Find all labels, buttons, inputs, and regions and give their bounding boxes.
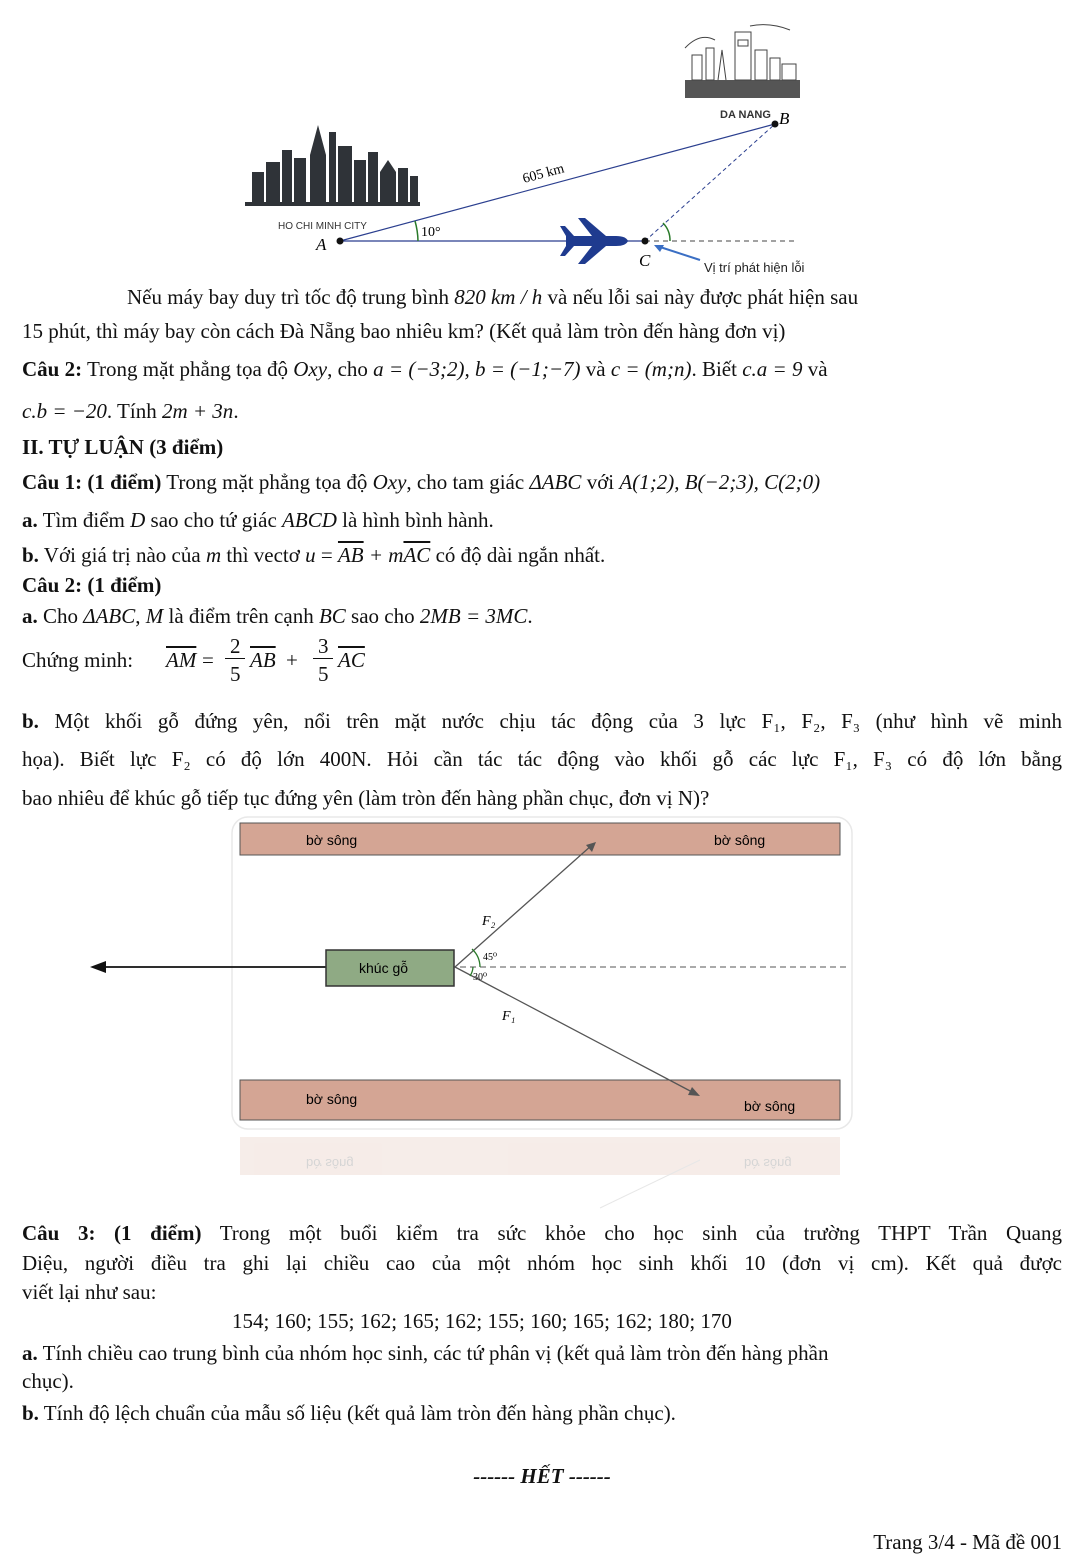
- p2q3-b: b. Tính độ lệch chuẩn của mẫu số liệu (kết quả làm tròn đến hàng phần chục).: [22, 1401, 676, 1425]
- label-danang: DA NANG: [720, 109, 771, 121]
- p2q1-b: b. Với giá trị nào của m thì vectơ $u = \overline{AB} + m\overline{AC}$ có độ dài ngắn nhất.: [22, 543, 606, 567]
- label-c: C: [639, 251, 651, 270]
- p2q2-a: a. Cho ΔABC, M là điểm trên cạnh BC sao cho 2MB = 3MC.: [22, 604, 533, 628]
- q2-line-2: c.b = −20. Tính 2m + 3n.: [22, 399, 239, 423]
- angle-arc-c: [663, 223, 670, 241]
- bank-label-tl: bờ sông: [306, 832, 358, 848]
- force-f1-arrow: [455, 967, 694, 1093]
- part2-heading: II. TỰ LUẬN (3 điểm): [22, 435, 224, 459]
- airplane-icon: [560, 218, 628, 264]
- label-f1: F₁: [502, 1009, 516, 1024]
- refl-label-l: bờ sông: [306, 1156, 354, 1171]
- angle-label: 10°: [421, 225, 441, 240]
- log-label: khúc gỗ: [359, 960, 409, 976]
- p2q3-a-line-2: chục).: [22, 1369, 74, 1393]
- p2q1-line: Câu 1: (1 điểm) Trong mặt phẳng tọa độ Oxy, cho tam giác ΔABC với A(1;2), B(−2;3), C(2;0): [22, 470, 821, 494]
- label-a: A: [316, 235, 327, 254]
- point-c: [642, 238, 649, 245]
- q2-line-1: Câu 2: Trong mặt phẳng tọa độ Oxy, cho a = (−3;2), b = (−1;−7) và c = (m;n). Biết c.a = 9 và: [22, 357, 828, 381]
- q1-line-1: Nếu máy bay duy trì tốc độ trung bình 820 km / h và nếu lỗi sai này được phát hiện sau: [127, 285, 859, 309]
- bank-label-br: bờ sông: [744, 1098, 796, 1114]
- distance-label: 605 km: [521, 161, 566, 187]
- end-marker: ------ HẾT ------: [473, 1464, 611, 1488]
- point-a: [337, 238, 344, 245]
- hcm-skyline-icon: [245, 125, 420, 206]
- p2q2-heading: Câu 2: (1 điểm): [22, 573, 162, 597]
- force-f3-arrowhead: [90, 961, 106, 973]
- label-45: 45⁰: [483, 952, 498, 963]
- label-f2: F₂: [482, 914, 496, 929]
- point-b: [772, 121, 779, 128]
- p2q3-line-3: viết lại như sau:: [22, 1280, 157, 1304]
- height-data: 154; 160; 155; 162; 165; 162; 155; 160; 165; 162; 180; 170: [232, 1309, 732, 1333]
- p2q3-line-2: Diệu, người điều tra ghi lại chiều cao của một nhóm học sinh khối 10 (đơn vị cm). Kết quả được: [22, 1251, 1062, 1275]
- bank-label-bl: bờ sông: [306, 1091, 358, 1107]
- p2q2-b-line-3: bao nhiêu để khúc gỗ tiếp tục đứng yên (làm tròn đến hàng phần chục, đơn vị N)?: [22, 786, 710, 810]
- p2q3-a-line-1: a. Tính chiều cao trung bình của nhóm học sinh, các tứ phân vị (kết quả làm tròn đến hàng phần: [22, 1341, 829, 1365]
- p2q3-line-1: Câu 3: (1 điểm) Trong một buổi kiểm tra sức khỏe cho học sinh của trường THPT Trần Quang: [22, 1221, 1062, 1245]
- angle-arc-a: [415, 221, 418, 241]
- label-hcm: HO CHI MINH CITY: [278, 221, 367, 232]
- angle-arc-45: [472, 949, 480, 967]
- p2q1-a: a. Tìm điểm D sao cho tứ giác ABCD là hình bình hành.: [22, 508, 494, 532]
- bank-label-tr: bờ sông: [714, 832, 766, 848]
- note-label: Vị trí phát hiện lỗi: [704, 260, 805, 275]
- p2q2-b-line-2: họa). Biết lực F₂ có độ lớn 400N. Hỏi cần tác tác động vào khối gỗ các lực F₁, F₃ có độ lớn bằng: [22, 747, 1062, 771]
- flight-diagram: [230, 20, 850, 282]
- diagram-reflection: [240, 1137, 840, 1208]
- p2q2-b-line-1: b. Một khối gỗ đứng yên, nổi trên mặt nước chịu tác động của 3 lực F₁, F₂, F₃ (như hình vẽ minh: [22, 709, 1062, 733]
- q1-line-2: 15 phút, thì máy bay còn cách Đà Nẵng bao nhiêu km? (Kết quả làm tròn đến hàng đơn vị): [22, 319, 786, 343]
- label-30: 30⁰: [473, 972, 488, 983]
- refl-label-r: bờ sông: [744, 1156, 792, 1171]
- note-arrow: [657, 246, 700, 260]
- force-f2-arrow: [455, 845, 592, 967]
- force-diagram: [80, 815, 870, 1210]
- danang-skyline-icon: [685, 25, 800, 98]
- page-footer: Trang 3/4 - Mã đề 001: [873, 1530, 1062, 1554]
- label-b: B: [779, 109, 790, 128]
